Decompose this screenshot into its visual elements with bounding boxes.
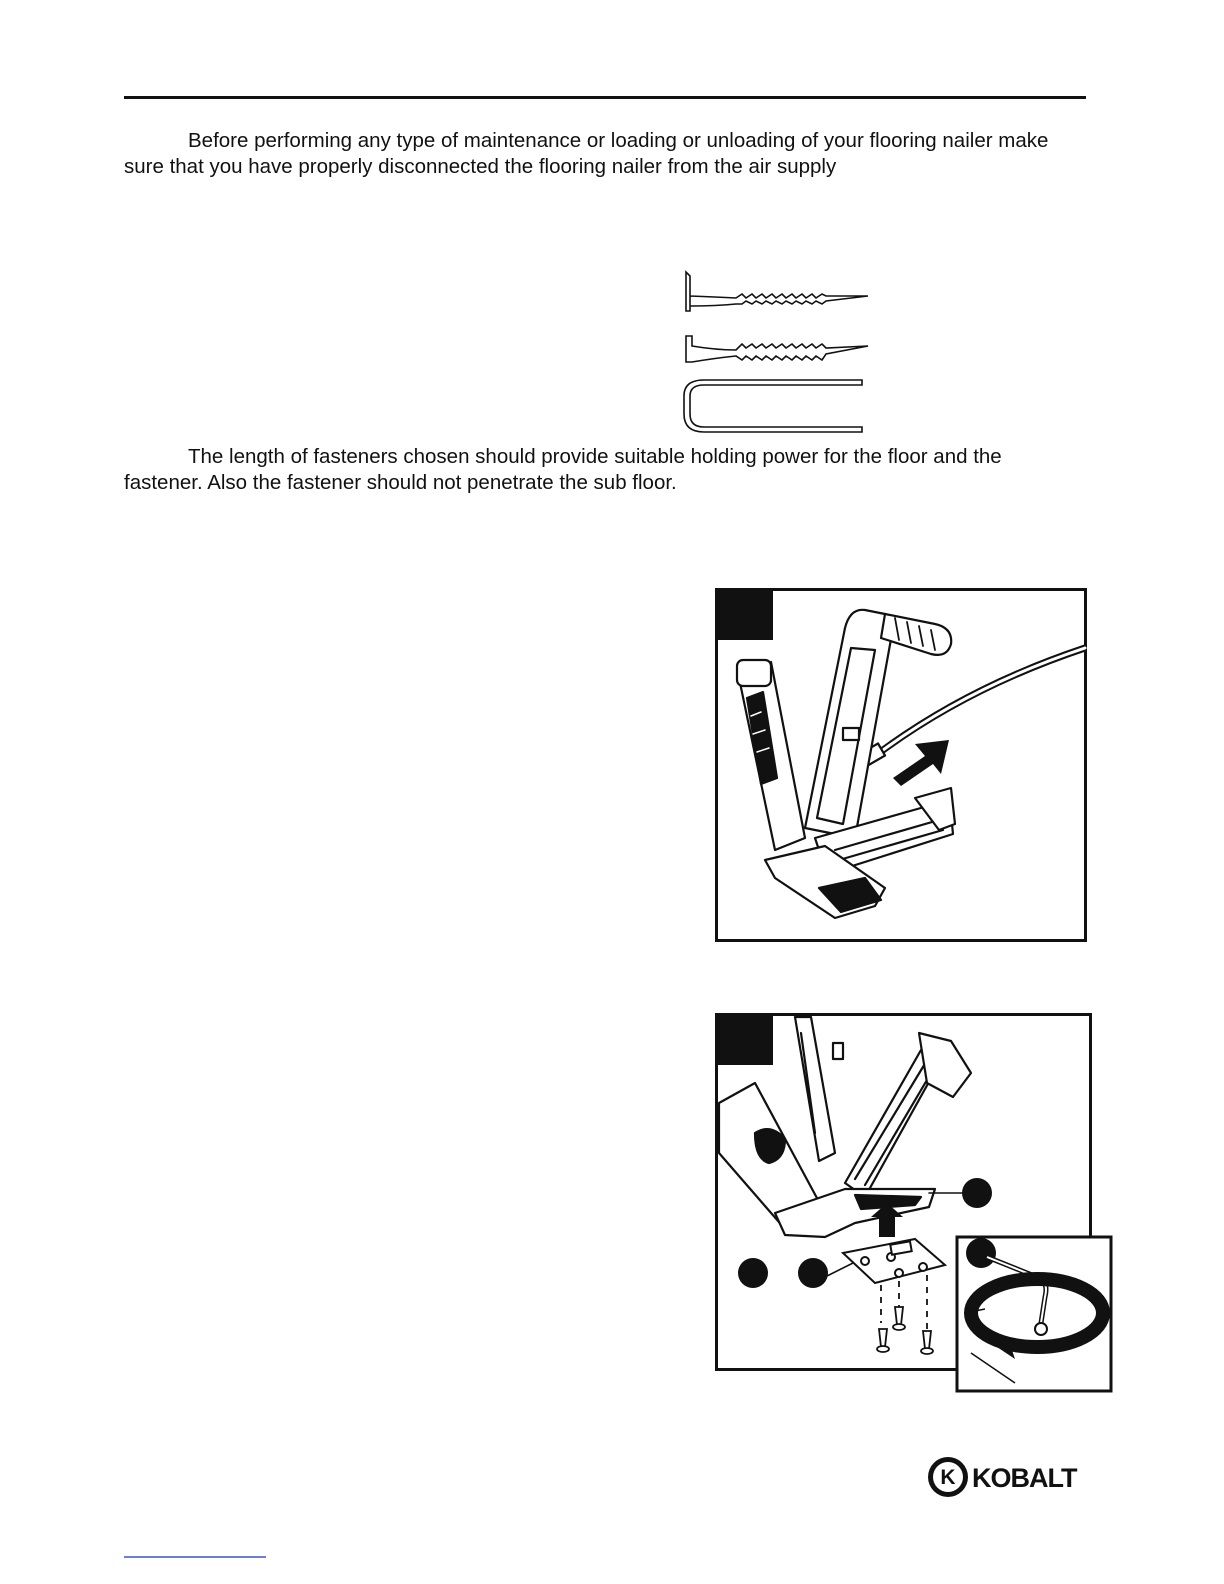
callout-circle xyxy=(962,1178,992,1208)
figure-foot-plate-replacement xyxy=(715,1013,1113,1393)
header-rule xyxy=(124,96,1086,99)
figure-number-tab xyxy=(715,588,773,640)
figure-air-hose-connection xyxy=(715,588,1087,942)
maintenance-paragraph xyxy=(124,128,1086,180)
figure-number-tab xyxy=(715,1013,773,1065)
footer-link-underline xyxy=(124,1556,266,1558)
fastener-length-text: The length of fasteners chosen should provide suitable holding power for the floor and the fastener. Also the fastener should not penetrate the sub floor. xyxy=(124,445,1002,494)
fastener-length-paragraph xyxy=(124,444,1086,496)
l-head-cleat xyxy=(686,336,868,362)
logo-mark: K xyxy=(940,1466,956,1489)
maintenance-text: Before performing any type of maintenance or loading or unloading of your flooring nailer make sure that you have properly disconnected the flooring nailer from the air supply xyxy=(124,129,1049,178)
logo-wordmark: KOBALT xyxy=(972,1463,1077,1493)
callout-circle xyxy=(798,1258,828,1288)
inset-detail-wrench xyxy=(957,1237,1111,1391)
callout-circle xyxy=(738,1258,768,1288)
kobalt-logo xyxy=(926,1452,1090,1502)
t-head-cleat xyxy=(686,272,868,311)
staple xyxy=(684,380,862,432)
fastener-types-illustration xyxy=(676,266,876,438)
